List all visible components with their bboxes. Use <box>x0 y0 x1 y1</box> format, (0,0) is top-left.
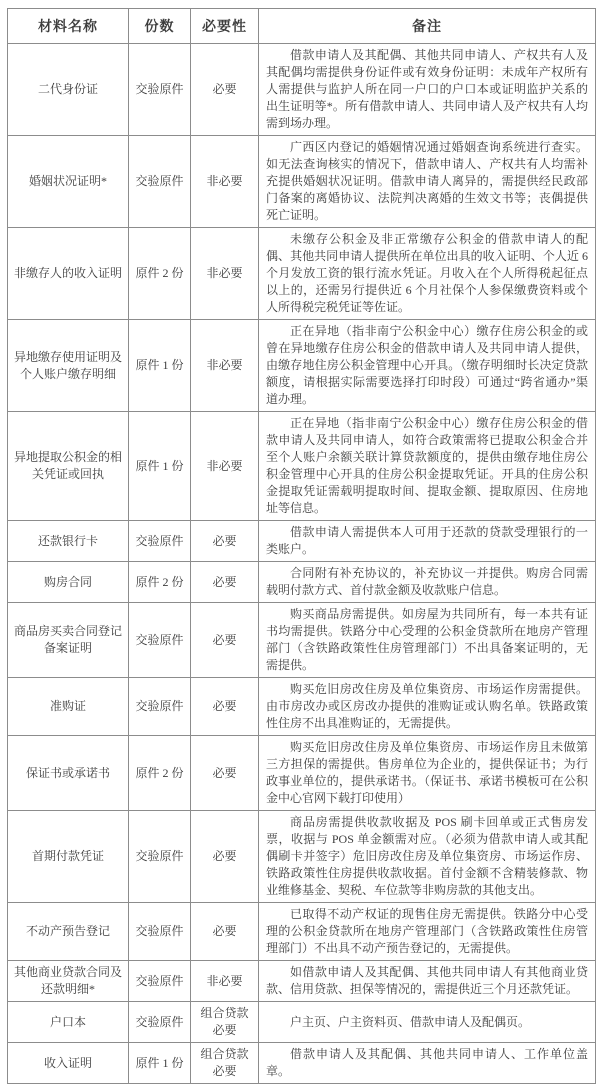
necessity-cell: 非必要 <box>191 320 259 412</box>
table-header-row <box>8 9 596 44</box>
remark-cell: 商品房需提供收款收据及 POS 刷卡回单或正式售房发票，收据与 POS 单金额需对应。（必须为借款申请人或其配偶刷卡并签字）危旧房改住房及单位集资房、市场运作房、铁路政策性住房提供收款收据。首付金额不含精装修款、物业维修基金、契税、车位款等非购房款的其他支出。 <box>259 811 596 903</box>
remark-cell: 正在异地（指非南宁公积金中心）缴存住房公积金的或曾在异地缴存住房公积金的借款申请人及共同申请人提供，由缴存地住房公积金管理中心开具。（缴存明细时长决定贷款额度，请根据实际需要选择打印时段）可通过“跨省通办”渠道办理。 <box>259 320 596 412</box>
material-name-cell: 非缴存人的收入证明 <box>8 228 129 320</box>
material-name-cell: 二代身份证 <box>8 44 129 136</box>
table-row <box>8 903 596 961</box>
copies-cell: 交验原件 <box>129 136 191 228</box>
remark-cell: 未缴存公积金及非正常缴存公积金的借款申请人的配偶、其他共同申请人提供所在单位出具的收入证明、个人近 6 个月发放工资的银行流水凭证。月收入在个人所得税起征点以上的，还需另行提供近 6 个月社保个人参保缴费资料或个人所得税完税凭证等佐证。 <box>259 228 596 320</box>
material-name-cell: 还款银行卡 <box>8 521 129 562</box>
copies-cell: 原件 1 份 <box>129 1043 191 1084</box>
material-name-cell: 商品房买卖合同登记备案证明 <box>8 603 129 678</box>
copies-cell: 交验原件 <box>129 603 191 678</box>
table-row <box>8 412 596 521</box>
remark-cell: 户主页、户主资料页、借款申请人及配偶页。 <box>259 1002 596 1043</box>
remark-cell: 购买危旧房改住房及单位集资房、市场运作房需提供。由市房改办或区房改办提供的准购证或认购名单。铁路政策性住房不出具准购证的，无需提供。 <box>259 678 596 736</box>
material-name-cell: 婚姻状况证明* <box>8 136 129 228</box>
copies-cell: 原件 1 份 <box>129 412 191 521</box>
necessity-cell: 必要 <box>191 562 259 603</box>
copies-cell: 交验原件 <box>129 811 191 903</box>
necessity-cell: 非必要 <box>191 412 259 521</box>
copies-cell: 原件 2 份 <box>129 228 191 320</box>
necessity-cell: 非必要 <box>191 228 259 320</box>
table-row <box>8 603 596 678</box>
copies-cell: 交验原件 <box>129 678 191 736</box>
table-row <box>8 228 596 320</box>
copies-cell: 原件 2 份 <box>129 562 191 603</box>
remark-cell: 正在异地（指非南宁公积金中心）缴存住房公积金的借款申请人及共同申请人，如符合政策需将已提取公积金合并至个人账户余额关联计算贷款额度的，提供由缴存地住房公积金管理中心开具的住房公积金提取凭证。开具的住房公积金提取凭证需载明提取时间、提取金额、提取原因、住房地址等信息。 <box>259 412 596 521</box>
copies-cell: 交验原件 <box>129 1002 191 1043</box>
material-name-cell: 保证书或承诺书 <box>8 736 129 811</box>
table-row <box>8 44 596 136</box>
header-material-name: 材料名称 <box>8 9 129 44</box>
material-name-cell: 户口本 <box>8 1002 129 1043</box>
necessity-cell: 必要 <box>191 903 259 961</box>
header-copies: 份数 <box>129 9 191 44</box>
material-name-cell: 异地提取公积金的相关凭证或回执 <box>8 412 129 521</box>
remark-cell: 借款申请人及其配偶、其他共同申请人、工作单位盖章。 <box>259 1043 596 1084</box>
necessity-cell: 必要 <box>191 521 259 562</box>
material-name-cell: 异地缴存使用证明及个人账户缴存明细 <box>8 320 129 412</box>
materials-table <box>7 8 596 1084</box>
table-row <box>8 521 596 562</box>
table-row <box>8 736 596 811</box>
necessity-cell: 非必要 <box>191 136 259 228</box>
remark-cell: 如借款申请人及其配偶、其他共同申请人有其他商业贷款、信用贷款、担保等情况的，需提供近三个月还款凭证。 <box>259 961 596 1002</box>
table-row <box>8 562 596 603</box>
table-row <box>8 1002 596 1043</box>
material-name-cell: 不动产预告登记 <box>8 903 129 961</box>
remark-cell: 借款申请人及其配偶、其他共同申请人、产权共有人及其配偶均需提供身份证件或有效身份证明：未成年产权所有人需提供与监护人所在同一户口的户口本或证明监护关系的出生证明等*。所有借款申请人、共同申请人及产权共有人均需到场办理。 <box>259 44 596 136</box>
necessity-cell: 组合贷款必要 <box>191 1043 259 1084</box>
copies-cell: 交验原件 <box>129 521 191 562</box>
material-name-cell: 首期付款凭证 <box>8 811 129 903</box>
copies-cell: 原件 2 份 <box>129 736 191 811</box>
necessity-cell: 必要 <box>191 603 259 678</box>
material-name-cell: 购房合同 <box>8 562 129 603</box>
copies-cell: 原件 1 份 <box>129 320 191 412</box>
necessity-cell: 组合贷款必要 <box>191 1002 259 1043</box>
table-row <box>8 811 596 903</box>
table-row <box>8 961 596 1002</box>
necessity-cell: 必要 <box>191 736 259 811</box>
material-name-cell: 准购证 <box>8 678 129 736</box>
header-remark: 备注 <box>259 9 596 44</box>
remark-cell: 借款申请人需提供本人可用于还款的贷款受理银行的一类账户。 <box>259 521 596 562</box>
remark-cell: 购买商品房需提供。如房屋为共同所有，每一本共有证书均需提供。铁路分中心受理的公积金贷款所在地房产管理部门（含铁路政策性住房管理部门）不出具备案证明的，无需提供。 <box>259 603 596 678</box>
remark-cell: 购买危旧房改住房及单位集资房、市场运作房且未做第三方担保的需提供。售房单位为企业的，提供保证书；为行政事业单位的，提供承诺书。（保证书、承诺书模板可在公积金中心官网下载打印使用） <box>259 736 596 811</box>
table-row <box>8 320 596 412</box>
copies-cell: 交验原件 <box>129 961 191 1002</box>
table-row <box>8 1043 596 1084</box>
necessity-cell: 非必要 <box>191 961 259 1002</box>
remark-cell: 广西区内登记的婚姻情况通过婚姻查询系统进行查实。如无法查询核实的情况下，借款申请人、产权共有人均需补充提供婚姻状况证明。借款申请人离异的，需提供经民政部门备案的离婚协议、法院判决离婚的生效文书等；丧偶提供死亡证明。 <box>259 136 596 228</box>
remark-cell: 已取得不动产权证的现售住房无需提供。铁路分中心受理的公积金贷款所在地房产管理部门（含铁路政策性住房管理部门）不出具不动产预告登记的，无需提供。 <box>259 903 596 961</box>
necessity-cell: 必要 <box>191 678 259 736</box>
material-name-cell: 其他商业贷款合同及还款明细* <box>8 961 129 1002</box>
table-row <box>8 136 596 228</box>
header-necessity: 必要性 <box>191 9 259 44</box>
table-row <box>8 678 596 736</box>
material-name-cell: 收入证明 <box>8 1043 129 1084</box>
copies-cell: 交验原件 <box>129 44 191 136</box>
remark-cell: 合同附有补充协议的，补充协议一并提供。购房合同需载明付款方式、首付款金额及收款账户信息。 <box>259 562 596 603</box>
necessity-cell: 必要 <box>191 811 259 903</box>
copies-cell: 交验原件 <box>129 903 191 961</box>
necessity-cell: 必要 <box>191 44 259 136</box>
